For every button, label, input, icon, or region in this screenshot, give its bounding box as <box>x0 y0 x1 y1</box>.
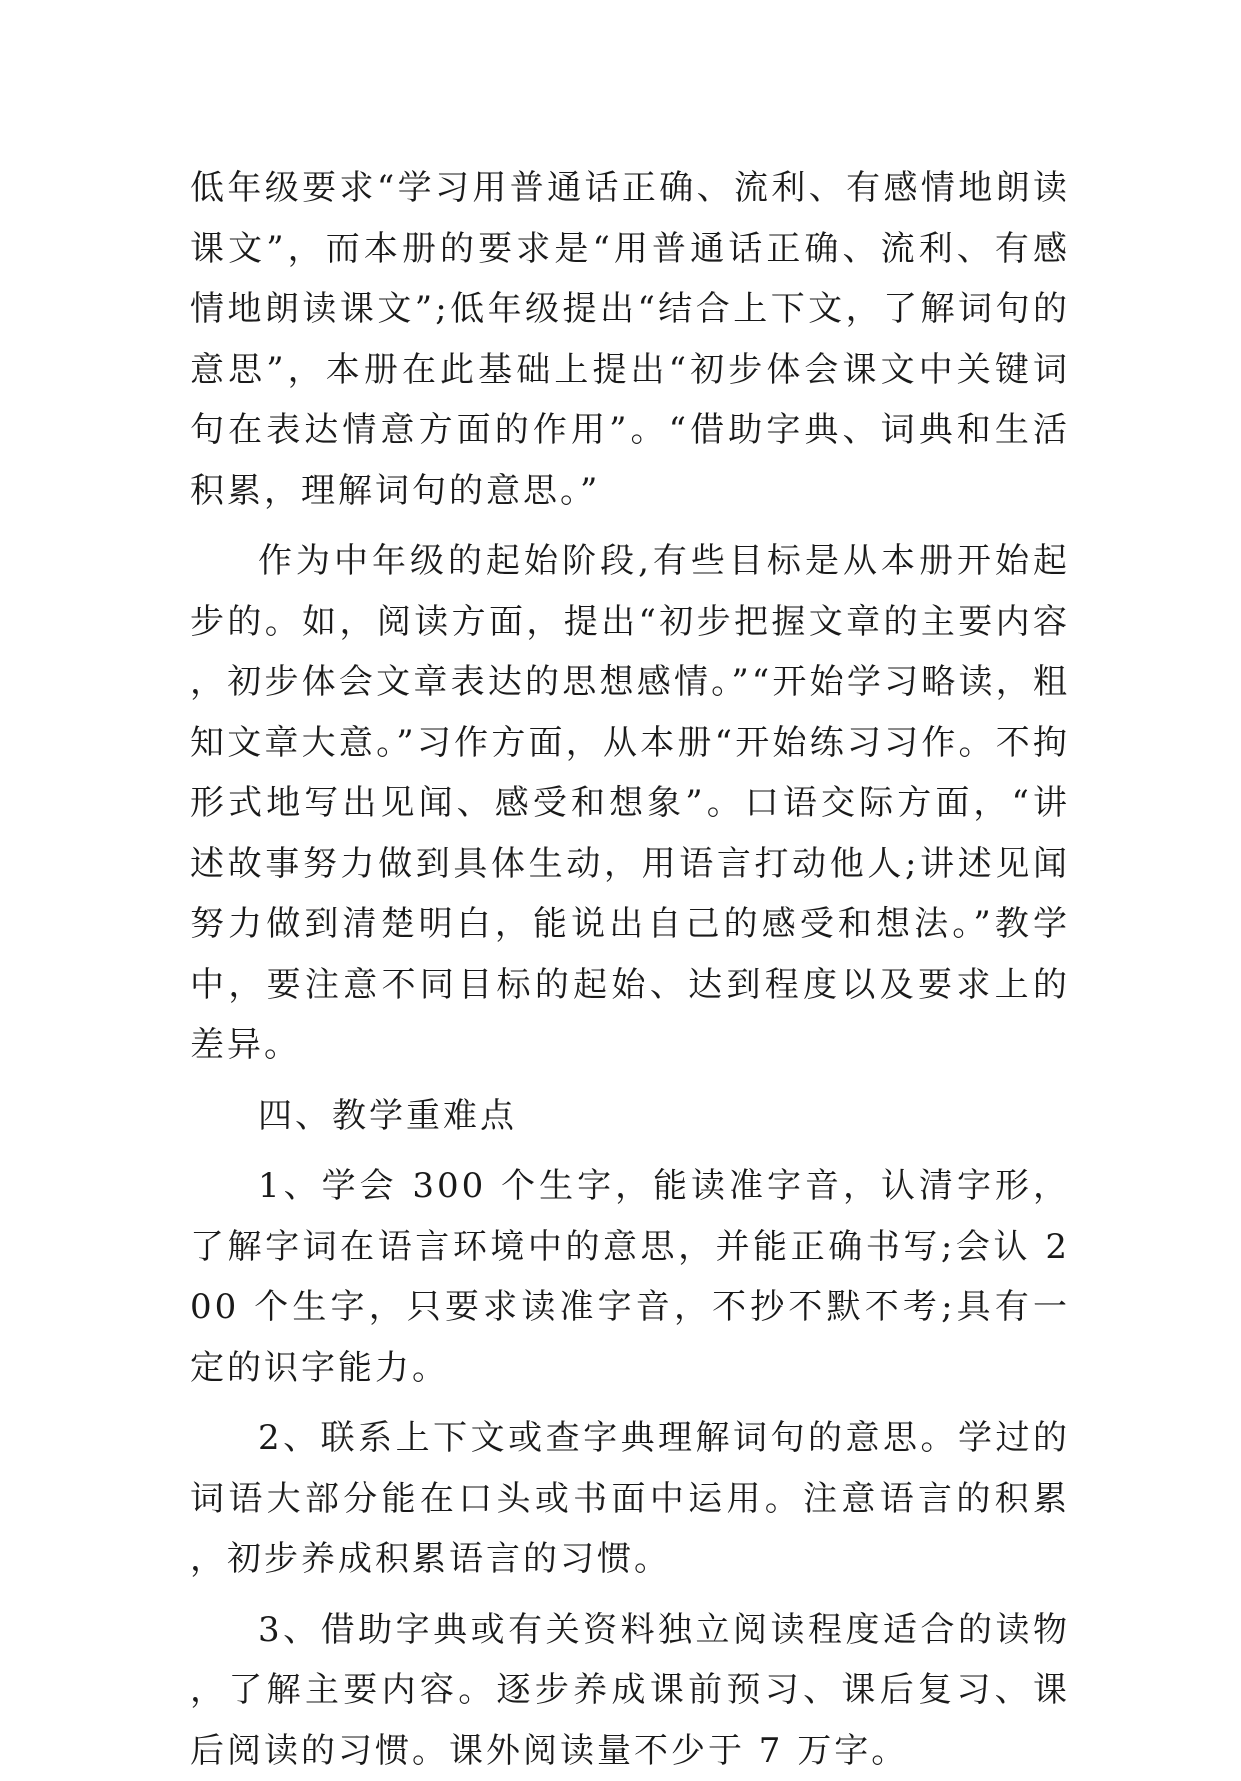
paragraph-reading-requirements: 低年级要求“学习用普通话正确、流利、有感情地朗读课文”，而本册的要求是“用普通话正确、流利、有感情地朗读课文”;低年级提出“结合上下文，了解词句的意思”，本册在此基础上提出“初步体会课文中关键词句在表达情意方面的作用”。“借助字典、词典和生活积累，理解词句的意思。” <box>190 158 1070 521</box>
paragraph-gap <box>190 521 1070 531</box>
paragraph-gap <box>190 1590 1070 1600</box>
paragraph-gap <box>190 1146 1070 1156</box>
list-item-3: 3、借助字典或有关资料独立阅读程度适合的读物，了解主要内容。逐步养成课前预习、课后复习、课后阅读的习惯。课外阅读量不少于 7 万字。 <box>190 1600 1070 1781</box>
list-item-2: 2、联系上下文或查字典理解词句的意思。学过的词语大部分能在口头或书面中运用。注意语言的积累，初步养成积累语言的习惯。 <box>190 1408 1070 1590</box>
paragraph-grade-start-goals: 作为中年级的起始阶段,有些目标是从本册开始起步的。如，阅读方面，提出“初步把握文章的主要内容，初步体会文章表达的思想感情。”“开始学习略读，粗知文章大意。”习作方面，从本册“开始练习习作。不拘形式地写出见闻、感受和想象”。口语交际方面，“讲述故事努力做到具体生动，用语言打动他人;讲述见闻努力做到清楚明白，能说出自己的感受和想法。”教学中，要注意不同目标的起始、达到程度以及要求上的差异。 <box>190 531 1070 1076</box>
paragraph-gap <box>190 1398 1070 1408</box>
paragraph-gap <box>190 1076 1070 1086</box>
list-item-1: 1、学会 300 个生字，能读准字音，认清字形，了解字词在语言环境中的意思，并能正确书写;会认 200 个生字，只要求读准字音，不抄不默不考;具有一定的识字能力。 <box>190 1156 1070 1398</box>
section-heading-key-points: 四、教学重难点 <box>190 1086 1070 1147</box>
document-body <box>190 158 1070 1781</box>
